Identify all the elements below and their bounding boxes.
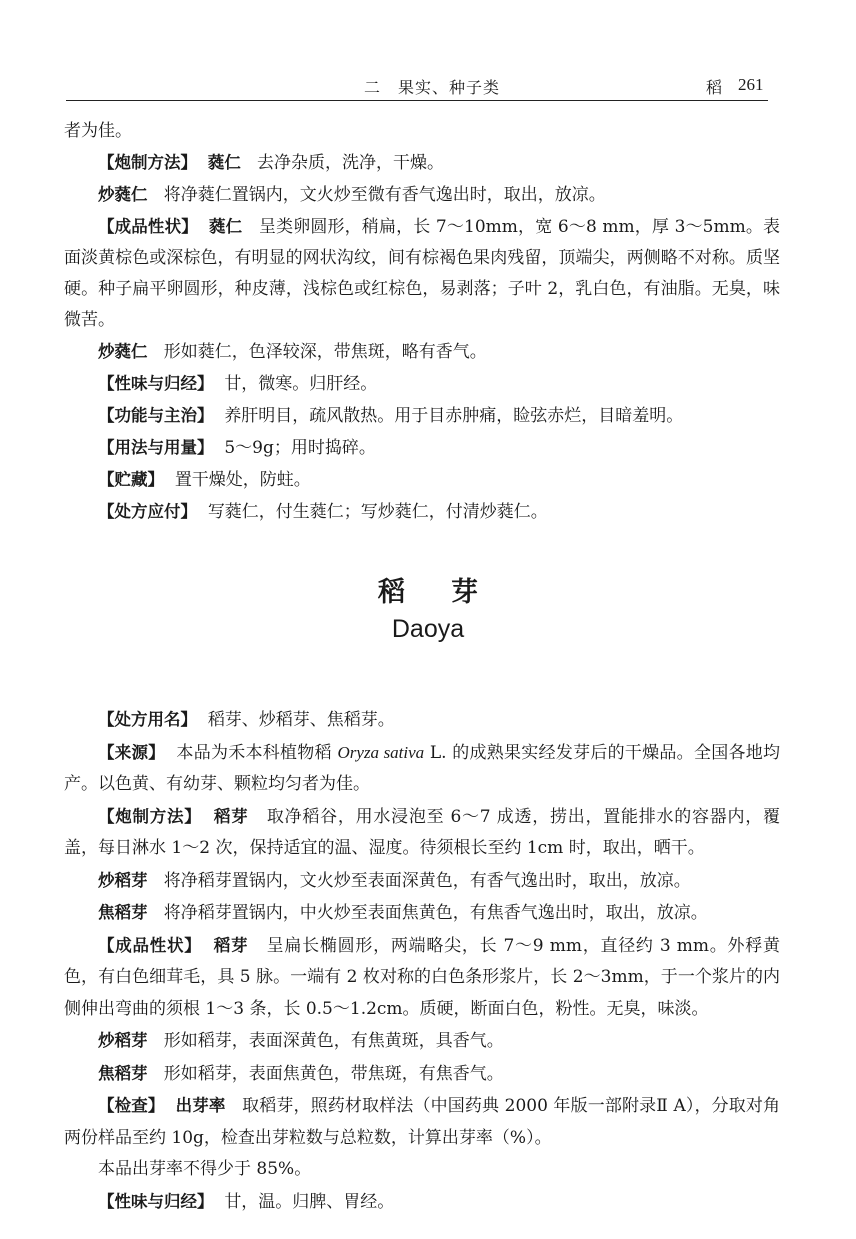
function-label: 【功能与主治】: [98, 406, 214, 425]
description-sub-raw: 蕤仁: [208, 217, 243, 236]
nature-meridian-2: [64, 1186, 780, 1219]
prescription-dispensing: [64, 496, 780, 528]
usage-label: 【用法与用量】: [98, 438, 214, 457]
description-text-fried-daoya: 形如稻芽，表面深黄色，有焦黄斑，具香气。: [163, 1031, 504, 1051]
ruiren-section: [64, 116, 780, 528]
storage: [64, 464, 780, 496]
inspection-sub: 出芽率: [175, 1096, 226, 1115]
header-chapter: 二 果实、种子类: [364, 78, 501, 97]
description-text-daoya: 呈扁长椭圆形，两端略尖，长 7～9 mm，直径约 3 mm。外稃黄色，有白色细茸毛，具 5 脉。一端有 2 枚对称的白色条形浆片，长 2～3mm，于一个浆片的内侧伸出弯曲的须根 1～3 条，长 0.5～1.2cm。质硬，断面白色，粉性。无臭，味淡。: [64, 935, 780, 1019]
storage-text: 置干燥处，防蛀。: [174, 470, 311, 490]
processing-method-2: [64, 801, 780, 865]
description-text-raw: 呈类卵圆形，稍扁，长 7～10mm，宽 6～8 mm，厚 3～5mm。表面淡黄棕色或深棕色，有明显的网状沟纹，间有棕褐色果肉残留，顶端尖，两侧略不对称。质坚硬。种子扁平卵圆形，种皮薄，浅棕色或红棕色，易剥落；子叶 2，乳白色，有油脂。无臭，味微苦。: [64, 217, 781, 330]
usage-dosage: [64, 432, 780, 464]
processing-sub-fried: 炒蕤仁: [98, 185, 148, 204]
description-label: 【成品性状】: [98, 217, 198, 236]
prescription-names-label: 【处方用名】: [98, 710, 197, 729]
entry-title-chinese: 稻芽: [378, 577, 524, 608]
description-sub-daoya: 稻芽: [213, 935, 249, 955]
header-entry: 稻: [706, 78, 723, 97]
processing-text-fried-daoya: 将净稻芽置锅内，文火炒至表面深黄色，有香气逸出时，取出，放凉。: [163, 870, 691, 891]
source-latin-name: Oryza sativa: [337, 742, 425, 762]
processing-text-raw: 去净杂质，洗净，干燥。: [257, 153, 445, 173]
entry-title-pinyin: Daoya: [391, 615, 465, 643]
function-text: 养肝明目，疏风散热。用于目赤肿痛，睑弦赤烂，目暗羞明。: [224, 406, 684, 426]
function-indication: [64, 400, 780, 432]
description-sub-charred-daoya: 焦稻芽: [98, 1063, 148, 1083]
source-label: 【来源】: [98, 742, 166, 762]
processing-sub-daoya: 稻芽: [213, 806, 249, 826]
description-sub-fried: 炒蕤仁: [98, 342, 148, 361]
inspection-label: 【检查】: [98, 1096, 165, 1115]
page-number: 261: [738, 75, 764, 94]
nature-label: 【性味与归经】: [98, 374, 214, 393]
processing-method-fried: [64, 179, 780, 211]
description-fried-daoya: [64, 1025, 780, 1058]
inspection-result: 本品出芽率不得少于 85%。: [98, 1159, 312, 1179]
description-text-charred-daoya: 形如稻芽，表面焦黄色，带焦斑，有焦香气。: [163, 1063, 504, 1084]
processing-sub-charred-daoya: 焦稻芽: [98, 903, 148, 922]
nature-label-2: 【性味与归经】: [98, 1191, 214, 1211]
processing-text-charred-daoya: 将净稻芽置锅内，中火炒至表面焦黄色，有焦香气逸出时，取出，放凉。: [163, 903, 708, 923]
page-header: [66, 70, 768, 101]
prescription-names: [64, 704, 780, 737]
description-label-2: 【成品性状】: [98, 935, 202, 955]
inspection-text: 取稻芽，照药材取样法（中国药典 2000 年版一部附录Ⅱ A），分取对角两份样品至约 10g，检查出芽粒数与总粒数，计算出芽率（%）。: [64, 1096, 781, 1148]
dispensing-label: 【处方应付】: [98, 502, 197, 521]
continued-text: 者为佳。: [64, 121, 132, 141]
nature-meridian: [64, 368, 780, 400]
description-sub-fried-daoya: 炒稻芽: [98, 1031, 148, 1050]
processing-text-daoya: 取净稻谷，用水浸泡至 6～7 成透，捞出，置能排水的容器内，覆盖，每日淋水 1～2 次，保持适宜的温、湿度。待须根长至约 1cm 时，取出，晒干。: [64, 806, 781, 858]
dispensing-text: 写蕤仁，付生蕤仁；写炒蕤仁，付清炒蕤仁。: [207, 502, 548, 522]
processing-label: 【炮制方法】: [98, 153, 197, 172]
nature-text: 甘，微寒。归肝经。: [224, 374, 378, 394]
description-text-fried: 形如蕤仁，色泽较深，带焦斑，略有香气。: [163, 342, 487, 362]
nature-text-2: 甘，温。归脾、胃经。: [224, 1191, 395, 1212]
prescription-names-text: 稻芽、炒稻芽、焦稻芽。: [207, 710, 395, 730]
daoya-section: [64, 704, 780, 1218]
source-text-b: L. 的成熟果实经发芽后的干燥品。全国各地均产。以色黄、有幼芽、颗粒均匀者为佳。: [64, 742, 781, 794]
processing-text-fried: 将净蕤仁置锅内，文火炒至微有香气逸出时，取出，放凉。: [163, 185, 606, 205]
processing-sub-fried-daoya: 炒稻芽: [98, 870, 148, 890]
product-description-fried: [64, 336, 780, 368]
description-charred-daoya: [64, 1058, 780, 1091]
processing-fried-daoya: [64, 865, 780, 898]
inspection: [64, 1090, 780, 1154]
processing-label-2: 【炮制方法】: [98, 806, 202, 826]
usage-text: 5～9g；用时捣碎。: [224, 438, 376, 458]
product-description-2: [64, 930, 780, 1026]
entry-title: [0, 570, 856, 644]
processing-sub-raw: 蕤仁: [207, 153, 241, 172]
product-description: [64, 211, 780, 336]
storage-label: 【贮藏】: [98, 470, 164, 489]
source: [64, 737, 780, 801]
source-text-a: 本品为禾本科植物稻: [176, 742, 338, 763]
processing-method: [64, 147, 780, 179]
processing-charred-daoya: [64, 897, 780, 930]
